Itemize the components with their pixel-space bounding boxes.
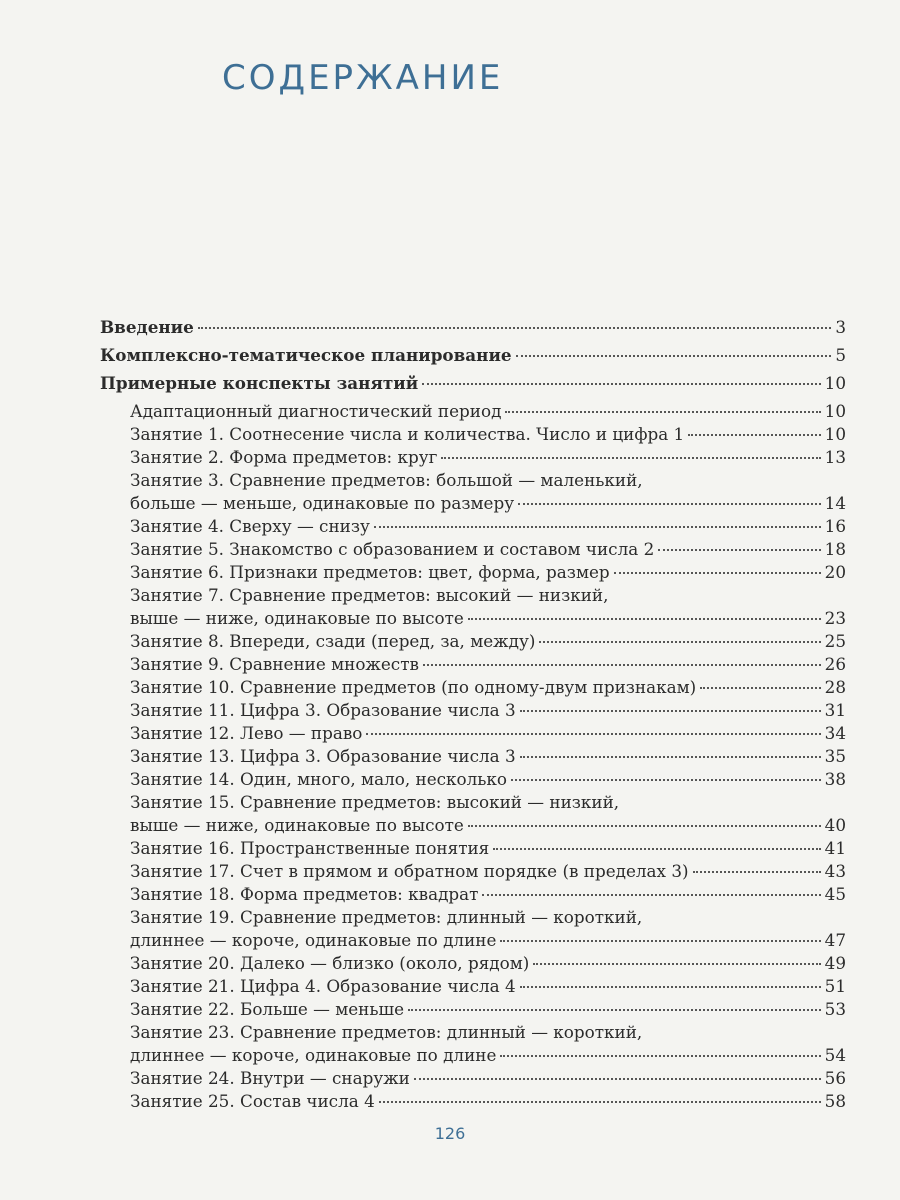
toc-page-number: 16 [824, 516, 846, 536]
toc-item [100, 860, 846, 883]
toc-item-text: Занятие 20. Далеко — близко (около, рядом) [130, 953, 530, 973]
dot-leader [493, 848, 820, 850]
dot-leader [518, 503, 821, 505]
toc-page-number: 13 [824, 447, 846, 467]
toc-item-text: Занятие 22. Больше — меньше [130, 999, 405, 1019]
toc-item [100, 561, 846, 584]
toc-page-number: 47 [824, 930, 846, 950]
toc-item-text: Занятие 24. Внутри — снаружи [130, 1068, 410, 1088]
toc-item-text: Занятие 25. Состав числа 4 [130, 1091, 375, 1111]
toc-page-number: 58 [824, 1091, 846, 1111]
toc-page-number: 56 [824, 1068, 846, 1088]
toc-item [100, 883, 846, 906]
toc-page-number: 41 [824, 838, 846, 858]
toc-line [130, 561, 846, 584]
toc-page-number: 38 [824, 769, 846, 789]
page-number: 126 [434, 1124, 466, 1143]
toc-item-text: длиннее — короче, одинаковые по длине [130, 930, 497, 950]
toc-line [130, 653, 846, 676]
dot-leader [408, 1009, 821, 1011]
toc-item [100, 745, 846, 768]
dot-leader [516, 355, 832, 357]
toc-page-number: 34 [824, 723, 846, 743]
toc-line [130, 837, 846, 860]
dot-leader [423, 664, 821, 666]
toc-line [130, 1090, 846, 1113]
toc-page-number: 10 [824, 424, 846, 444]
toc-item [100, 630, 846, 653]
toc-item [100, 791, 846, 837]
toc-item-text: Введение [100, 317, 194, 337]
toc-item [100, 952, 846, 975]
toc-item-text: выше — ниже, одинаковые по высоте [130, 608, 464, 628]
dot-leader [533, 963, 820, 965]
toc-page-number: 25 [824, 631, 846, 651]
dot-leader [520, 710, 821, 712]
toc-item-text: Занятие 6. Признаки предметов: цвет, форма, размер [130, 562, 610, 582]
toc-item [100, 975, 846, 998]
dot-leader [539, 641, 820, 643]
dot-leader [468, 825, 821, 827]
toc-page-number: 3 [835, 317, 846, 337]
toc-page-number: 10 [824, 373, 846, 393]
toc-line [130, 929, 846, 952]
dot-leader [422, 383, 820, 385]
toc-item [100, 699, 846, 722]
toc-item-text: Занятие 16. Пространственные понятия [130, 838, 490, 858]
toc-item-text: Занятие 1. Соотнесение числа и количества. Число и цифра 1 [130, 424, 685, 444]
toc-line [130, 492, 846, 515]
toc-page-number: 40 [824, 815, 846, 835]
toc-line [100, 372, 846, 395]
toc-item-text: Занятие 8. Впереди, сзади (перед, за, между) [130, 631, 536, 651]
toc-page-number: 51 [824, 976, 846, 996]
toc-line [130, 446, 846, 469]
toc-page-number: 28 [824, 677, 846, 697]
toc-item-text: выше — ниже, одинаковые по высоте [130, 815, 464, 835]
toc-item [100, 837, 846, 860]
toc-line [130, 952, 846, 975]
toc-item-text: Занятие 2. Форма предметов: круг [130, 447, 438, 467]
toc-item-text: Занятие 14. Один, много, мало, несколько [130, 769, 508, 789]
toc-page-number: 45 [824, 884, 846, 904]
toc-page-number: 54 [824, 1045, 846, 1065]
toc-item [100, 653, 846, 676]
dot-leader [379, 1101, 821, 1103]
toc-line [130, 998, 846, 1021]
dot-leader [658, 549, 820, 551]
toc-item [100, 676, 846, 699]
dot-leader [198, 327, 832, 329]
toc-item-text: Комплексно-тематическое планирование [100, 345, 512, 365]
dot-leader [520, 756, 821, 758]
toc-item [100, 722, 846, 745]
toc-item [100, 1090, 846, 1113]
dot-leader [520, 986, 821, 988]
toc-item [100, 998, 846, 1021]
toc-page-number: 53 [824, 999, 846, 1019]
toc-item-text: Занятие 3. Сравнение предметов: большой — маленький, [130, 470, 643, 490]
toc-line [130, 400, 846, 423]
toc-item [100, 1067, 846, 1090]
toc-page-number: 14 [824, 493, 846, 513]
toc-item [100, 423, 846, 446]
dot-leader [441, 457, 820, 459]
toc-section [100, 344, 846, 367]
toc-item-text: Занятие 4. Сверху — снизу [130, 516, 370, 536]
dot-leader [482, 894, 820, 896]
toc-item [100, 584, 846, 630]
toc-item [100, 515, 846, 538]
toc-item-text: Примерные конспекты занятий [100, 373, 419, 393]
toc-line [130, 1067, 846, 1090]
toc-page-number: 26 [824, 654, 846, 674]
toc-page-number: 43 [824, 861, 846, 881]
toc-item-text: больше — меньше, одинаковые по размеру [130, 493, 515, 513]
toc-section [100, 372, 846, 395]
toc-item-text: Занятие 7. Сравнение предметов: высокий — низкий, [130, 585, 609, 605]
toc-line [130, 975, 846, 998]
toc-line [130, 814, 846, 837]
toc-line [130, 630, 846, 653]
dot-leader [614, 572, 821, 574]
toc-page-number: 18 [824, 539, 846, 559]
toc-line [100, 316, 846, 339]
toc-item-text: Занятие 23. Сравнение предметов: длинный — короткий, [130, 1022, 643, 1042]
dot-leader [500, 940, 820, 942]
toc-line [130, 768, 846, 791]
toc-page-number: 35 [824, 746, 846, 766]
toc-item-text: Занятие 18. Форма предметов: квадрат [130, 884, 479, 904]
toc-line [130, 676, 846, 699]
toc-item-text: Занятие 15. Сравнение предметов: высокий — низкий, [130, 792, 620, 812]
toc-item [100, 446, 846, 469]
toc-item-text: Адаптационный диагностический период [130, 401, 502, 421]
toc-item [100, 538, 846, 561]
toc-line [130, 515, 846, 538]
toc-item [100, 1021, 846, 1067]
toc-page-number: 10 [824, 401, 846, 421]
page-title: СОДЕРЖАНИЕ [222, 58, 504, 98]
toc-item-text: Занятие 10. Сравнение предметов (по одному-двум признакам) [130, 677, 697, 697]
toc-page-number: 20 [824, 562, 846, 582]
toc-line [100, 344, 846, 367]
dot-leader [414, 1078, 821, 1080]
toc-item-text: Занятие 19. Сравнение предметов: длинный — короткий, [130, 907, 643, 927]
toc-item [100, 469, 846, 515]
toc-item-text: Занятие 17. Счет в прямом и обратном порядке (в пределах 3) [130, 861, 689, 881]
dot-leader [700, 687, 820, 689]
toc-item-text: Занятие 9. Сравнение множеств [130, 654, 419, 674]
dot-leader [693, 871, 821, 873]
toc-line [130, 1044, 846, 1067]
toc-item [100, 768, 846, 791]
dot-leader [511, 779, 821, 781]
dot-leader [500, 1055, 820, 1057]
toc-item-text: Занятие 13. Цифра 3. Образование числа 3 [130, 746, 516, 766]
toc-line [130, 860, 846, 883]
toc-item-text: Занятие 11. Цифра 3. Образование числа 3 [130, 700, 516, 720]
toc-line [130, 538, 846, 561]
toc-item [100, 906, 846, 952]
toc-line [130, 699, 846, 722]
toc-line [130, 883, 846, 906]
toc-line [130, 423, 846, 446]
toc-page-number: 23 [824, 608, 846, 628]
toc-page-number: 49 [824, 953, 846, 973]
toc-item [100, 400, 846, 423]
toc-line [130, 607, 846, 630]
dot-leader [688, 434, 820, 436]
dot-leader [468, 618, 821, 620]
dot-leader [505, 411, 820, 413]
toc-page-number: 5 [835, 345, 846, 365]
toc-item-text: Занятие 21. Цифра 4. Образование числа 4 [130, 976, 516, 996]
table-of-contents [100, 316, 846, 1113]
toc-section [100, 316, 846, 339]
toc-line [130, 745, 846, 768]
toc-line [130, 722, 846, 745]
toc-page-number: 31 [824, 700, 846, 720]
toc-item-text: Занятие 5. Знакомство с образованием и составом числа 2 [130, 539, 655, 559]
dot-leader [366, 733, 820, 735]
toc-item-text: Занятие 12. Лево — право [130, 723, 363, 743]
toc-item-text: длиннее — короче, одинаковые по длине [130, 1045, 497, 1065]
dot-leader [374, 526, 821, 528]
